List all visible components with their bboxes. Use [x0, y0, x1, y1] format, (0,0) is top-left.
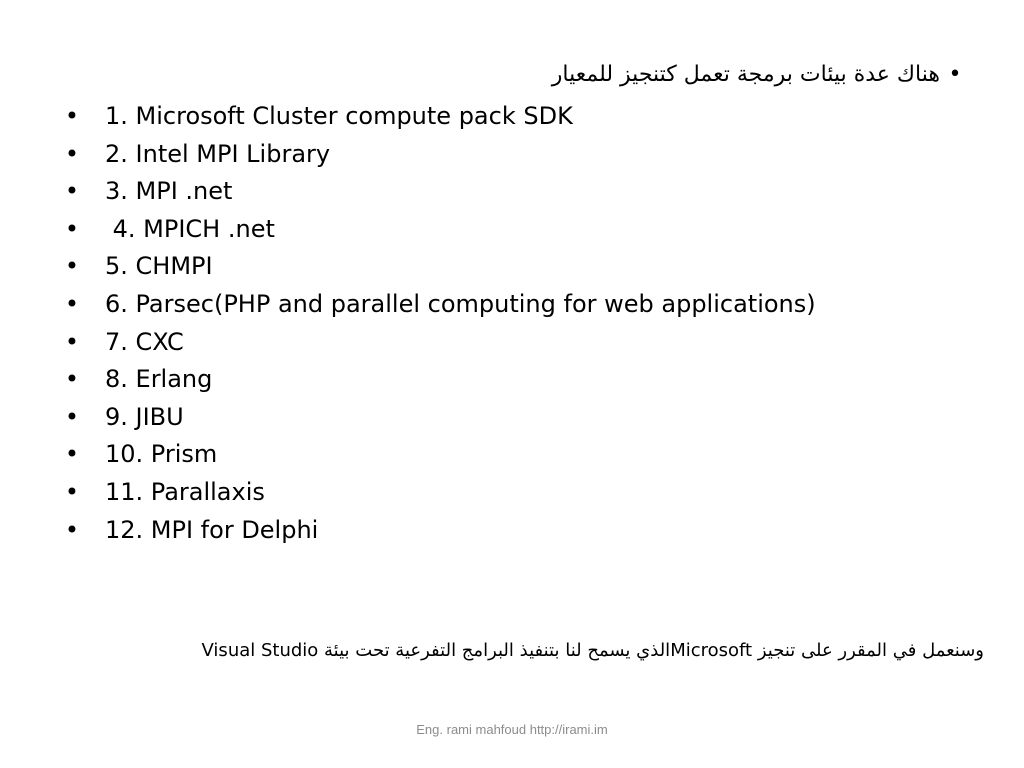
bullet-dot: • [64, 327, 80, 356]
list-item-text: 1. Microsoft Cluster compute pack SDK [105, 102, 573, 130]
list-item [62, 324, 816, 362]
list-item [62, 211, 816, 249]
list-item-text: 7. CXC [105, 327, 184, 356]
bullet-dot: • [64, 289, 80, 318]
bullet-dot: • [64, 139, 80, 168]
list-item-text: 10. Prism [105, 440, 218, 469]
bullet-dot: • [64, 252, 80, 281]
bullet-dot: • [64, 440, 80, 469]
list-item [62, 173, 816, 211]
list-item [62, 98, 816, 136]
bullet-dot: • [64, 477, 80, 506]
list-item [62, 361, 816, 399]
list-item-text: 12. MPI for Delphi [105, 515, 319, 544]
bullet-dot: • [64, 214, 80, 243]
list-item [62, 436, 816, 474]
bullet-dot: • [948, 62, 962, 87]
bullet-dot: • [64, 102, 80, 130]
list-item-text: 9. JIBU [105, 402, 184, 431]
list-item [62, 512, 816, 550]
list-item [62, 136, 816, 174]
list-item-text: 4. MPICH .net [105, 214, 275, 243]
list-item [62, 248, 816, 286]
bullet-dot: • [64, 177, 80, 206]
list-item [62, 399, 816, 437]
list-item-text: 6. Parsec(PHP and parallel computing for web applications) [105, 289, 816, 318]
list-item-text: 8. Erlang [105, 365, 213, 394]
bullet-dot: • [64, 402, 80, 431]
list-item-text: 2. Intel MPI Library [105, 139, 331, 168]
list-item-text: 5. CHMPI [105, 252, 213, 281]
list-item [62, 286, 816, 324]
list-item-text: 11. Parallaxis [105, 477, 265, 506]
list-item-text: 3. MPI .net [105, 177, 233, 206]
list-item [62, 474, 816, 512]
intro-bullet-line [552, 60, 970, 90]
usage-note: وسنعمل في المقرر على تنجيز Microsoftالذي يسمح لنا بتنفيذ البرامج التفرعية تحت بيئة Visual Studio [201, 640, 984, 661]
bullet-dot: • [64, 515, 80, 544]
implementations-list [62, 98, 816, 549]
intro-text: هناك عدة بيئات برمجة تعمل كتنجيز للمعيار [551, 62, 940, 87]
author-credit: Eng. rami mahfoud http://irami.im [416, 722, 608, 737]
bullet-dot: • [64, 365, 80, 394]
